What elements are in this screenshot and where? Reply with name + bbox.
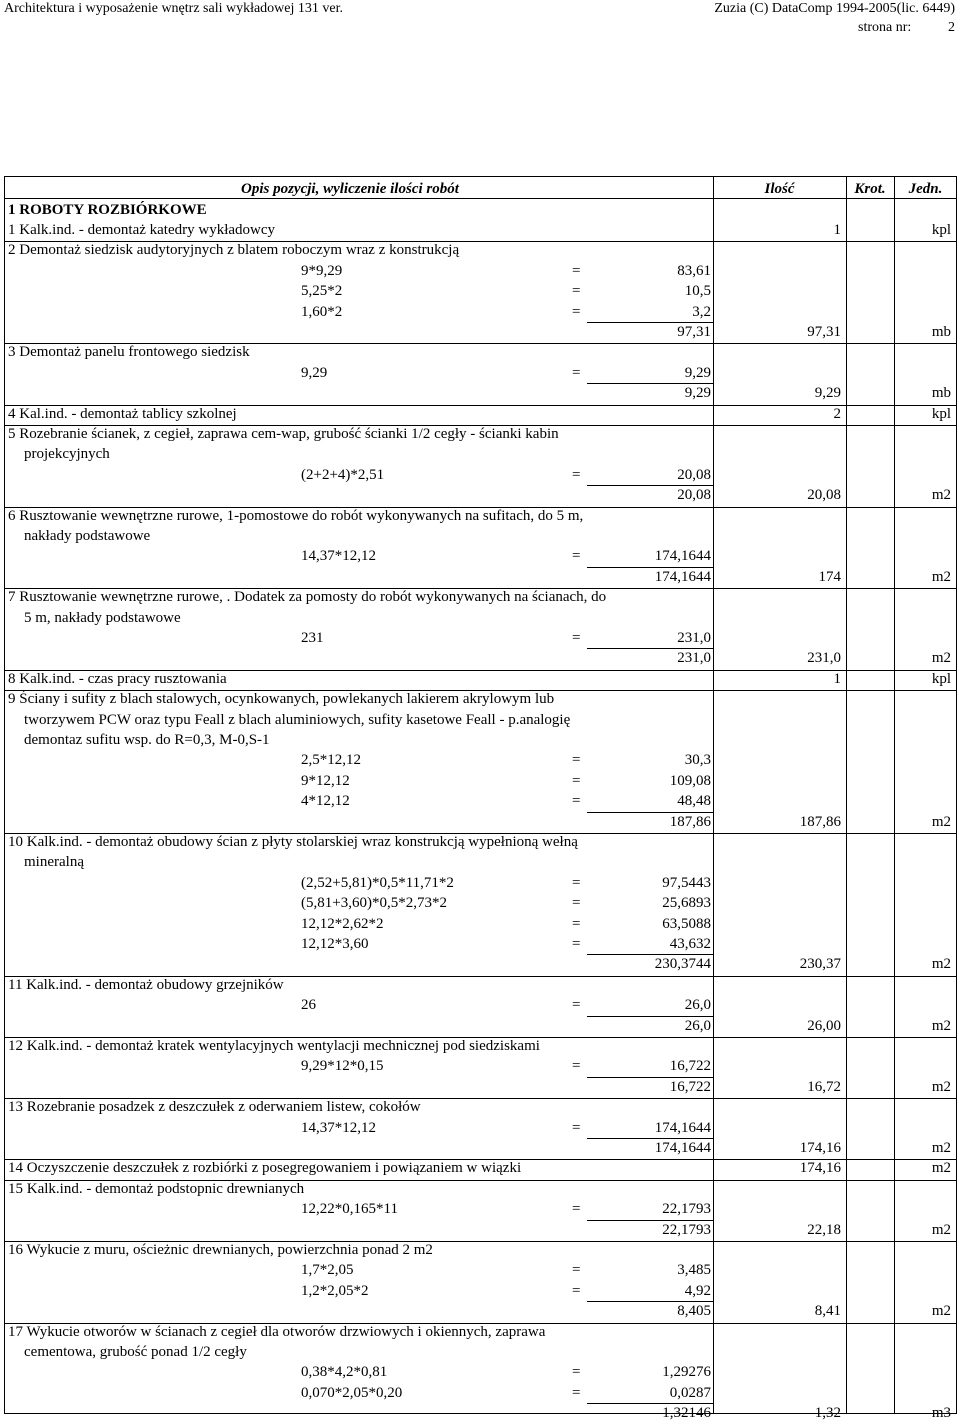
item-unit: m3 [931,1405,951,1422]
equals-sign: = [572,262,581,279]
calc-value: 230,3744 [654,956,711,973]
equals-sign: = [572,1201,581,1218]
item-description: 17 Wykucie otworów w ścianach z cegieł dla otworów drzwiowych i okiennych, zaprawa [8,1323,546,1340]
item-description: 14 Oczyszczenie deszczułek z rozbiórki z posegregowaniem i powiązaniem w wiązki [8,1160,522,1177]
divider-quantity [713,177,714,1413]
item-quantity: 174 [818,568,841,585]
calc-value: 97,5443 [662,874,711,891]
item-description-continued: cementowa, grubość ponad 1/2 cegły [24,1344,247,1360]
calc-expression: 26 [301,997,316,1014]
item-unit: m2 [931,1303,951,1320]
column-header-quantity: Ilość [764,181,795,197]
calc-expression: 9,29*12*0,15 [301,1058,384,1075]
item-quantity: 97,31 [807,324,841,340]
item-quantity: 174,16 [799,1160,841,1177]
calc-expression: (5,81+3,60)*0,5*2,73*2 [301,895,447,912]
equals-sign: = [572,303,581,320]
calc-expression: 12,12*2,62*2 [301,915,384,932]
item-description-continued: tworzywem PCW oraz typu Feall z blach aluminiowych, sufity kasetowe Feall - p.analogię [24,711,571,728]
calc-value: 10,5 [684,283,711,300]
calc-value: 4,92 [684,1282,711,1299]
calc-value: 83,61 [677,262,711,279]
equals-sign: = [572,630,581,646]
item-unit: m2 [931,568,951,585]
equals-sign: = [572,1119,581,1136]
calc-value: 231,0 [677,630,711,646]
equals-sign: = [572,895,581,912]
item-quantity: 187,86 [799,813,841,830]
calc-value: 3,2 [692,303,711,320]
calc-value: 174,1644 [654,568,711,585]
item-description: 3 Demontaż panelu frontowego siedzisk [8,344,250,361]
calc-expression: 0,070*2,05*0,20 [301,1384,403,1401]
column-header-description: Opis pozycji, wyliczenie ilości robót [241,181,459,197]
document-title: Architektura i wyposażenie wnętrz sali wykładowej 131 ver. [4,1,344,16]
item-unit: m2 [931,1017,951,1034]
item-quantity: 174,16 [799,1140,841,1156]
item-quantity: 2 [833,405,841,422]
item-unit: m2 [931,1140,951,1156]
calc-value: 22,1793 [662,1221,711,1238]
equals-sign: = [572,364,581,381]
calc-expression: 12,12*3,60 [301,936,369,952]
calc-value: 20,08 [677,487,711,504]
calc-expression: (2+2+4)*2,51 [301,466,385,483]
calc-value: 30,3 [684,752,711,769]
column-header-unit: Jedn. [908,181,943,197]
item-quantity: 1 [833,670,841,687]
item-quantity: 8,41 [814,1303,841,1320]
calc-value: 1,32146 [662,1405,711,1422]
calc-expression: (2,52+5,81)*0,5*11,71*2 [301,874,454,891]
software-credit: Zuzia (C) DataComp 1994-2005(lic. 6449) [714,1,955,16]
equals-sign: = [572,752,581,769]
calc-expression: 1,60*2 [301,303,343,320]
calc-expression: 1,2*2,05*2 [301,1282,369,1299]
item-quantity: 16,72 [807,1078,841,1095]
calc-expression: 0,38*4,2*0,81 [301,1364,388,1381]
calc-value: 16,722 [669,1058,711,1075]
calc-value: 3,485 [677,1262,711,1279]
equals-sign: = [572,1262,581,1279]
item-description: 12 Kalk.ind. - demontaż kratek wentylacyjnych wentylacji mechnicznej pod siedziskami [8,1038,540,1054]
item-unit: m2 [931,487,951,504]
equals-sign: = [572,793,581,810]
calc-value: 231,0 [677,650,711,667]
calc-expression: 9,29 [301,364,328,381]
item-description: 15 Kalk.ind. - demontaż podstopnic drewnianych [8,1180,305,1197]
calc-value: 187,86 [669,813,711,830]
item-description: 9 Ściany i sufity z blach stalowych, ocynkowanych, powlekanych lakierem akrylowym lub [8,691,555,708]
equals-sign: = [572,1282,581,1299]
calc-value: 174,1644 [654,548,711,565]
item-unit: kpl [931,405,951,422]
calc-value: 22,1793 [662,1201,711,1218]
equals-sign: = [572,1384,581,1401]
calc-expression: 5,25*2 [301,283,343,300]
calc-value: 63,5088 [662,915,711,932]
divider-multiplier [846,177,847,1413]
item-unit: m2 [931,1221,951,1238]
equals-sign: = [572,1058,581,1075]
calc-value: 48,48 [677,793,711,810]
item-quantity: 22,18 [807,1221,841,1238]
item-description-continued: 5 m, nakłady podstawowe [24,609,181,626]
calc-value: 109,08 [669,772,711,789]
equals-sign: = [572,283,581,300]
item-unit: mb [931,324,951,340]
equals-sign: = [572,466,581,483]
column-header-multiplier: Krot. [854,181,886,197]
header-rule [5,198,956,199]
item-quantity: 9,29 [814,385,841,402]
calc-expression: 12,22*0,165*11 [301,1201,398,1218]
equals-sign: = [572,997,581,1014]
item-unit: m2 [931,956,951,973]
page-header [0,0,960,40]
item-description-continued: demontaz sufitu wsp. do R=0,3, M-0,S-1 [24,732,270,748]
calc-expression: 2,5*12,12 [301,752,361,769]
item-description: 6 Rusztowanie wewnętrzne rurowe, 1-pomostowe do robót wykonywanych na sufitach, do 5 m, [8,507,584,524]
calc-value: 26,0 [684,1017,711,1034]
calc-expression: 231 [301,630,324,646]
calc-value: 0,0287 [669,1384,711,1401]
item-description-continued: nakłady podstawowe [24,528,151,544]
item-description: 10 Kalk.ind. - demontaż obudowy ścian z płyty stolarskiej wraz konstrukcją wypełnioną wełną [8,834,578,850]
equals-sign: = [572,548,581,565]
item-description-continued: projekcyjnych [24,446,110,463]
equals-sign: = [572,772,581,789]
item-unit: kpl [931,670,951,687]
calc-value: 174,1644 [654,1140,711,1156]
calc-expression: 1,7*2,05 [301,1262,354,1279]
item-quantity: 230,37 [799,956,841,973]
calc-value: 174,1644 [654,1119,711,1136]
calc-value: 9,29 [684,364,711,381]
item-quantity: 1 [833,222,841,238]
page-label: strona nr: [858,20,912,35]
cost-estimate-table [4,176,957,1422]
page-number: 2 [948,20,955,35]
item-quantity: 26,00 [807,1017,841,1034]
item-unit: mb [931,385,951,402]
item-quantity: 20,08 [807,487,841,504]
item-description: 16 Wykucie z muru, ościeżnic drewnianych, powierzchnia ponad 2 m2 [8,1242,433,1258]
item-description-continued: mineralną [24,854,84,871]
calc-value: 16,722 [669,1078,711,1095]
calc-value: 20,08 [677,466,711,483]
equals-sign: = [572,915,581,932]
calc-value: 9,29 [684,385,711,402]
item-description: 1 Kalk.ind. - demontaż katedry wykładowcy [8,222,276,238]
calc-value: 26,0 [684,997,711,1014]
item-quantity: 231,0 [807,650,841,667]
item-description: 13 Rozebranie posadzek z deszczułek z oderwaniem listew, cokołów [8,1099,421,1116]
calc-expression: 9*12,12 [301,772,350,789]
calc-expression: 14,37*12,12 [301,548,376,565]
item-unit: m2 [931,813,951,830]
item-unit: m2 [931,650,951,667]
item-description: 5 Rozebranie ścianek, z cegieł, zaprawa cem-wap, grubość ścianki 1/2 cegły - ścianki kabin [8,426,559,442]
calc-expression: 9*9,29 [301,262,343,279]
equals-sign: = [572,874,581,891]
calc-value: 1,29276 [662,1364,711,1381]
calc-expression: 4*12,12 [301,793,350,810]
calc-value: 8,405 [677,1303,711,1320]
equals-sign: = [572,1364,581,1381]
item-unit: kpl [931,222,951,238]
equals-sign: = [572,936,581,952]
calc-expression: 14,37*12,12 [301,1119,376,1136]
calc-value: 97,31 [677,324,711,340]
item-description: 2 Demontaż siedzisk audytoryjnych z blatem roboczym wraz z konstrukcją [8,242,460,259]
item-description: 8 Kalk.ind. - czas pracy rusztowania [8,670,227,687]
calc-value: 43,632 [669,936,711,952]
item-unit: m2 [931,1160,951,1177]
item-quantity: 1,32 [814,1405,841,1422]
item-description: 4 Kal.ind. - demontaż tablicy szkolnej [8,405,237,422]
calc-value: 25,6893 [662,895,711,912]
item-unit: m2 [931,1078,951,1095]
item-description: 7 Rusztowanie wewnętrzne rurowe, . Dodatek za pomosty do robót wykonywanych na ścianach, do [8,589,607,606]
section-title: 1 ROBOTY ROZBIÓRKOWE [8,202,207,218]
item-description: 11 Kalk.ind. - demontaż obudowy grzejników [8,976,284,993]
